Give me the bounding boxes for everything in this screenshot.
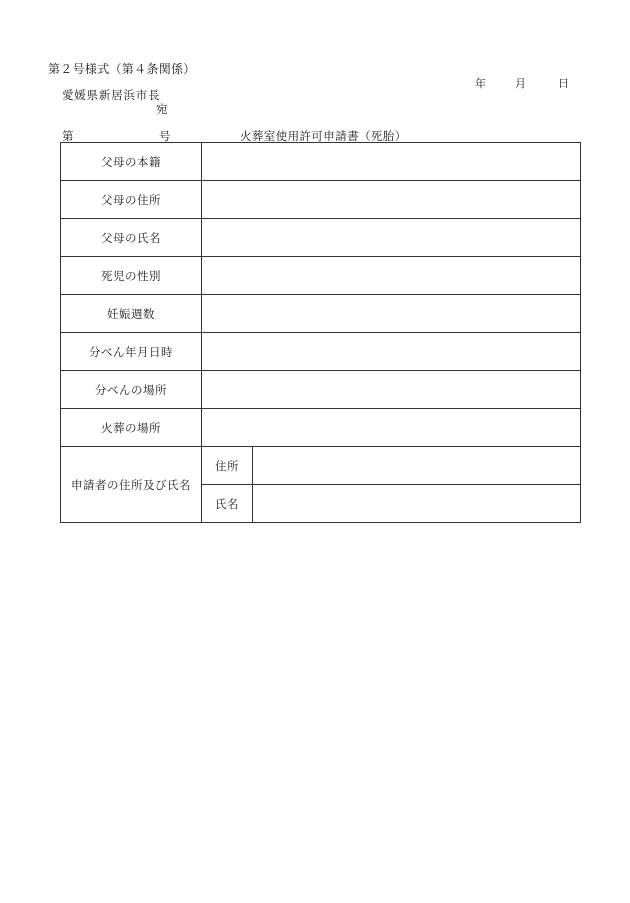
field-label: 死児の性別: [61, 257, 202, 295]
field-value[interactable]: [202, 295, 581, 333]
date-month-label: 月: [515, 77, 526, 90]
form-row: [61, 409, 581, 447]
field-label: 分べんの場所: [61, 371, 202, 409]
document-title: 火葬室使用許可申請書（死胎）: [240, 129, 407, 143]
form-row: [61, 181, 581, 219]
applicant-name-field[interactable]: [253, 485, 581, 523]
permit-number-prefix: 第: [62, 129, 74, 143]
recipient-name: 愛媛県新居浜市長: [62, 88, 161, 102]
applicant-address-label: 住所: [202, 447, 253, 485]
field-value[interactable]: [202, 257, 581, 295]
application-form-table: [60, 142, 581, 523]
field-label: 父母の住所: [61, 181, 202, 219]
field-label: 父母の氏名: [61, 219, 202, 257]
field-value[interactable]: [202, 143, 581, 181]
field-value[interactable]: [202, 409, 581, 447]
form-number-label: 第２号様式（第４条関係）: [48, 62, 196, 76]
permit-number-suffix: 号: [159, 129, 171, 143]
field-value[interactable]: [202, 181, 581, 219]
field-value[interactable]: [202, 333, 581, 371]
date-day-label: 日: [558, 77, 569, 90]
field-value[interactable]: [202, 371, 581, 409]
applicant-address-field[interactable]: [253, 447, 581, 485]
applicant-name-label: 氏名: [202, 485, 253, 523]
date-year-label: 年: [475, 77, 486, 90]
applicant-row-address: [61, 447, 581, 485]
form-row: [61, 257, 581, 295]
form-row: [61, 333, 581, 371]
field-label: 火葬の場所: [61, 409, 202, 447]
field-label: 父母の本籍: [61, 143, 202, 181]
form-row: [61, 219, 581, 257]
recipient-honorific: 宛: [156, 102, 168, 116]
field-label: 分べん年月日時: [61, 333, 202, 371]
form-row: [61, 371, 581, 409]
form-row: [61, 143, 581, 181]
form-row: [61, 295, 581, 333]
field-label: 妊娠週数: [61, 295, 202, 333]
applicant-label: 申請者の住所及び氏名: [61, 447, 202, 523]
field-value[interactable]: [202, 219, 581, 257]
